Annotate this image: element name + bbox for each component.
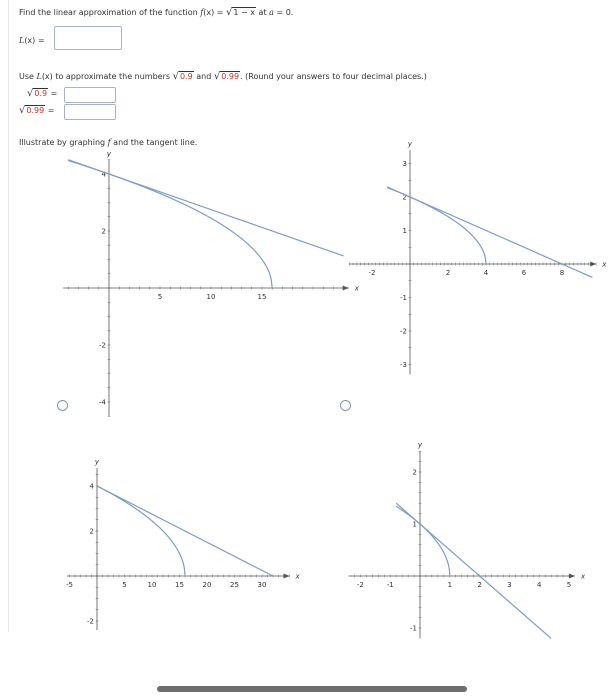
answer2-input[interactable] (64, 104, 116, 120)
x-tick-label: 3 (507, 581, 512, 589)
x-tick-label: 4 (536, 581, 542, 589)
illustrate-suffix: and the tangent line. (110, 138, 198, 147)
at-text: at (256, 8, 270, 17)
x-tick-label: 6 (521, 269, 527, 277)
prompt-prefix: Find the linear approximation of the function (19, 8, 198, 17)
x-tick-label: 10 (147, 581, 157, 589)
radical-icon: √ (19, 105, 26, 116)
y-tick-label: -2 (99, 341, 106, 350)
y-tick-label: -1 (410, 624, 417, 633)
linear-approx-input[interactable] (54, 26, 122, 50)
answer1-eq: = (48, 89, 58, 98)
x-tick-label: -2 (368, 269, 376, 277)
answer1-label (27, 89, 57, 99)
y-tick-label: 1 (402, 227, 407, 235)
number-one: 0.9 (179, 72, 193, 81)
use-mid: (x) to approximate the numbers (41, 72, 171, 81)
y-tick-label: -4 (99, 398, 106, 407)
tangent-line (396, 503, 551, 638)
graph-option-b (345, 140, 607, 415)
left-border (8, 0, 9, 632)
and-text: and (193, 72, 214, 81)
x-tick-label: 8 (559, 269, 565, 277)
answer2-label (19, 106, 54, 116)
round-note: . (Round your answers to four decimal places.) (240, 72, 427, 81)
L-var: L (19, 36, 25, 45)
y-tick-label: -1 (400, 294, 407, 302)
graph-option-c (60, 438, 320, 638)
y-tick-label: 3 (402, 160, 407, 168)
x-tick-label: 1 (447, 581, 453, 589)
illustrate-prefix: Illustrate by graphing (19, 138, 108, 147)
y-tick-label: 4 (89, 482, 94, 491)
y-tick-label: 2 (101, 227, 106, 236)
x-axis-arrow (569, 574, 575, 579)
use-L: L (36, 72, 42, 81)
x-tick-label: -2 (356, 581, 364, 589)
y-tick-label: 2 (402, 193, 407, 202)
radical-icon: √ (226, 7, 233, 18)
L-rest: (x) = (24, 36, 45, 45)
x-tick-label: 4 (483, 269, 489, 277)
illustrate-line (19, 138, 197, 148)
x-tick-label: 20 (202, 581, 212, 589)
y-axis-label: y (106, 149, 112, 158)
radical-argument: 1 − x (233, 8, 256, 17)
answer1-input[interactable] (64, 87, 116, 103)
use-prefix: Use (19, 72, 37, 81)
answer2-num: 0.99 (26, 106, 45, 115)
radical-icon: √ (172, 71, 179, 82)
tangent-line (68, 160, 343, 256)
question-line (19, 8, 293, 18)
y-tick-label: -3 (400, 361, 407, 369)
y-axis-label: y (94, 458, 100, 466)
x-tick-label: -5 (66, 581, 73, 589)
a-variable: a (269, 8, 274, 17)
home-indicator[interactable] (157, 686, 467, 692)
x-tick-label: 30 (257, 581, 267, 589)
function-curve (97, 486, 185, 576)
x-axis-arrow (590, 262, 596, 267)
tangent-line (97, 486, 273, 576)
radical-icon: √ (27, 88, 34, 99)
graph-option-a (60, 149, 359, 415)
x-axis-arrow (284, 574, 290, 579)
y-tick-label: 2 (89, 527, 94, 536)
graph-option-d (345, 438, 605, 638)
illustrate-f: f (107, 138, 111, 147)
x-tick-label: 10 (206, 293, 216, 301)
x-axis-label: x (295, 572, 300, 581)
x-tick-label: 15 (175, 581, 184, 589)
y-axis-label: y (417, 441, 423, 450)
a-value: = 0. (273, 8, 294, 17)
function-name: f (200, 8, 204, 17)
x-tick-label: 5 (157, 293, 163, 301)
radical-icon: √ (213, 71, 221, 82)
x-tick-label: 2 (445, 269, 451, 277)
y-axis-label: y (407, 140, 413, 149)
answer2-eq: = (45, 106, 55, 115)
y-tick-label: 4 (101, 170, 106, 179)
function-curve (396, 506, 450, 576)
x-axis-label: x (580, 572, 586, 581)
x-tick-label: 5 (566, 581, 572, 589)
number-two: 0.99 (221, 72, 240, 81)
function-curve (68, 161, 272, 288)
function-arg: (x) = (203, 8, 227, 17)
linear-approx-label (19, 36, 45, 46)
x-tick-label: 15 (257, 293, 267, 301)
y-tick-label: -2 (87, 617, 94, 626)
x-axis-label: x (354, 284, 359, 293)
x-tick-label: -1 (386, 581, 394, 589)
use-line (19, 72, 427, 82)
x-tick-label: 2 (477, 581, 482, 589)
x-tick-label: 25 (230, 581, 239, 589)
answer1-num: 0.9 (34, 89, 48, 98)
y-tick-label: -2 (400, 327, 407, 336)
y-tick-label: 1 (412, 520, 417, 529)
x-tick-label: 5 (122, 581, 127, 589)
x-axis-label: x (602, 260, 607, 269)
y-tick-label: 2 (412, 468, 417, 477)
